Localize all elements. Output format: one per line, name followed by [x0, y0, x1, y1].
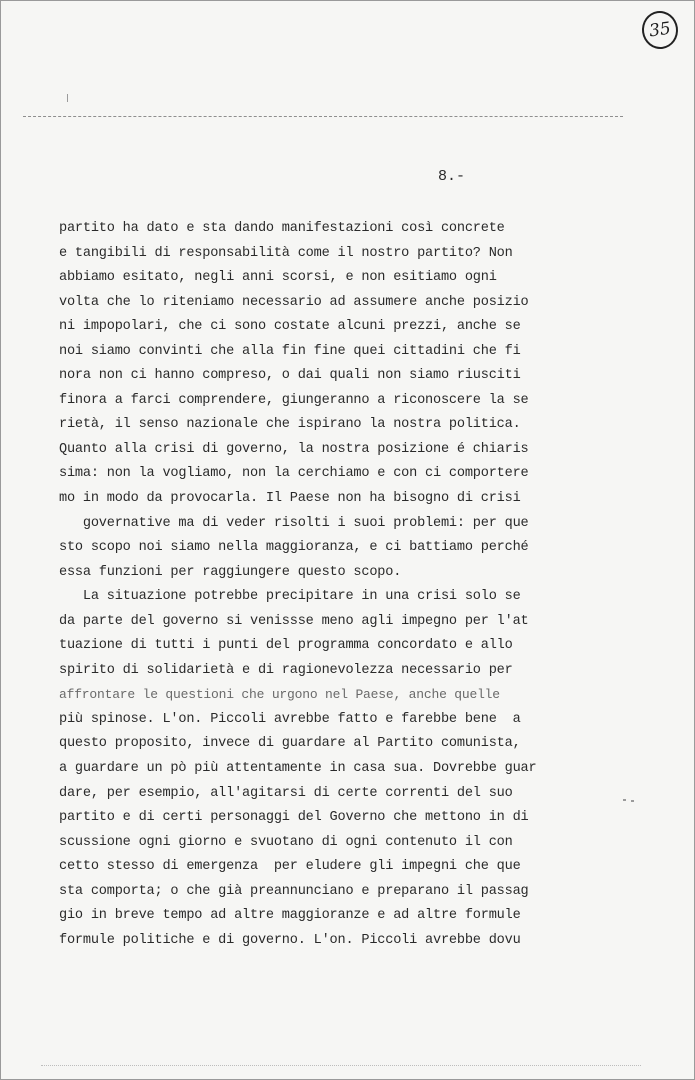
page-stamp: 35 — [640, 9, 681, 52]
top-divider — [23, 116, 623, 117]
text-line: partito e di certi personaggi del Governo che mettono in di — [59, 810, 529, 826]
text-line: noi siamo convinti che alla fin fine quei cittadini che fi — [59, 343, 521, 359]
text-line: abbiamo esitato, negli anni scorsi, e non esitiamo ogni — [59, 270, 497, 286]
text-line: sto scopo noi siamo nella maggioranza, e ci battiamo perché — [59, 540, 529, 556]
text-line: affrontare le questioni che urgono nel Paese, anche quelle — [59, 687, 500, 703]
text-line: a guardare un pò più attentamente in casa sua. Dovrebbe guar — [59, 761, 537, 777]
text-line: sta comporta; o che già preannunciano e preparano il passag — [59, 883, 529, 899]
text-line: finora a farci comprendere, giungeranno a riconoscere la se — [59, 392, 529, 408]
text-line: sima: non la vogliamo, non la cerchiamo e con ci comportere — [59, 466, 529, 482]
text-line: dare, per esempio, all'agitarsi di certe correnti del suo — [59, 785, 513, 801]
text-line: e tangibili di responsabilità come il nostro partito? Non — [59, 245, 513, 261]
text-line: nora non ci hanno compreso, o dai quali non siamo riusciti — [59, 368, 521, 384]
text-line: formule politiche e di governo. L'on. Piccoli avrebbe dovu — [59, 932, 521, 948]
text-line: La situazione potrebbe precipitare in una crisi solo se — [59, 589, 521, 605]
bottom-edge-line — [41, 1065, 641, 1066]
scan-speck — [623, 799, 626, 801]
text-line: spirito di solidarietà e di ragionevolezza necessario per — [59, 662, 513, 678]
scan-speck — [67, 94, 68, 102]
text-line: cetto stesso di emergenza per eludere gli impegni che que — [59, 859, 521, 875]
text-line: Quanto alla crisi di governo, la nostra posizione é chiaris — [59, 441, 529, 457]
text-line: rietà, il senso nazionale che ispirano la nostra politica. — [59, 417, 521, 433]
scan-speck — [631, 800, 634, 802]
text-line: tuazione di tutti i punti del programma concordato e allo — [59, 638, 513, 654]
text-line: partito ha dato e sta dando manifestazioni così concrete — [59, 221, 505, 236]
text-line: mo in modo da provocarla. Il Paese non ha bisogno di crisi — [59, 491, 521, 507]
text-line: governative ma di veder risolti i suoi problemi: per que — [59, 515, 529, 531]
text-line: più spinose. L'on. Piccoli avrebbe fatto e farebbe bene a — [59, 711, 521, 727]
text-line: ni impopolari, che ci sono costate alcuni prezzi, anche se — [59, 319, 521, 335]
text-line: gio in breve tempo ad altre maggioranze e ad altre formule — [59, 908, 521, 924]
text-line: questo proposito, invece di guardare al Partito comunista, — [59, 736, 521, 752]
text-line: essa funzioni per raggiungere questo scopo. — [59, 564, 402, 580]
body-text — [59, 217, 649, 953]
text-line: volta che lo riteniamo necessario ad assumere anche posizio — [59, 294, 529, 310]
text-line: scussione ogni giorno e svuotano di ogni contenuto il con — [59, 834, 513, 850]
page-number: 8.- — [438, 168, 466, 185]
text-line: da parte del governo si venissse meno agli impegno per l'at — [59, 613, 529, 629]
